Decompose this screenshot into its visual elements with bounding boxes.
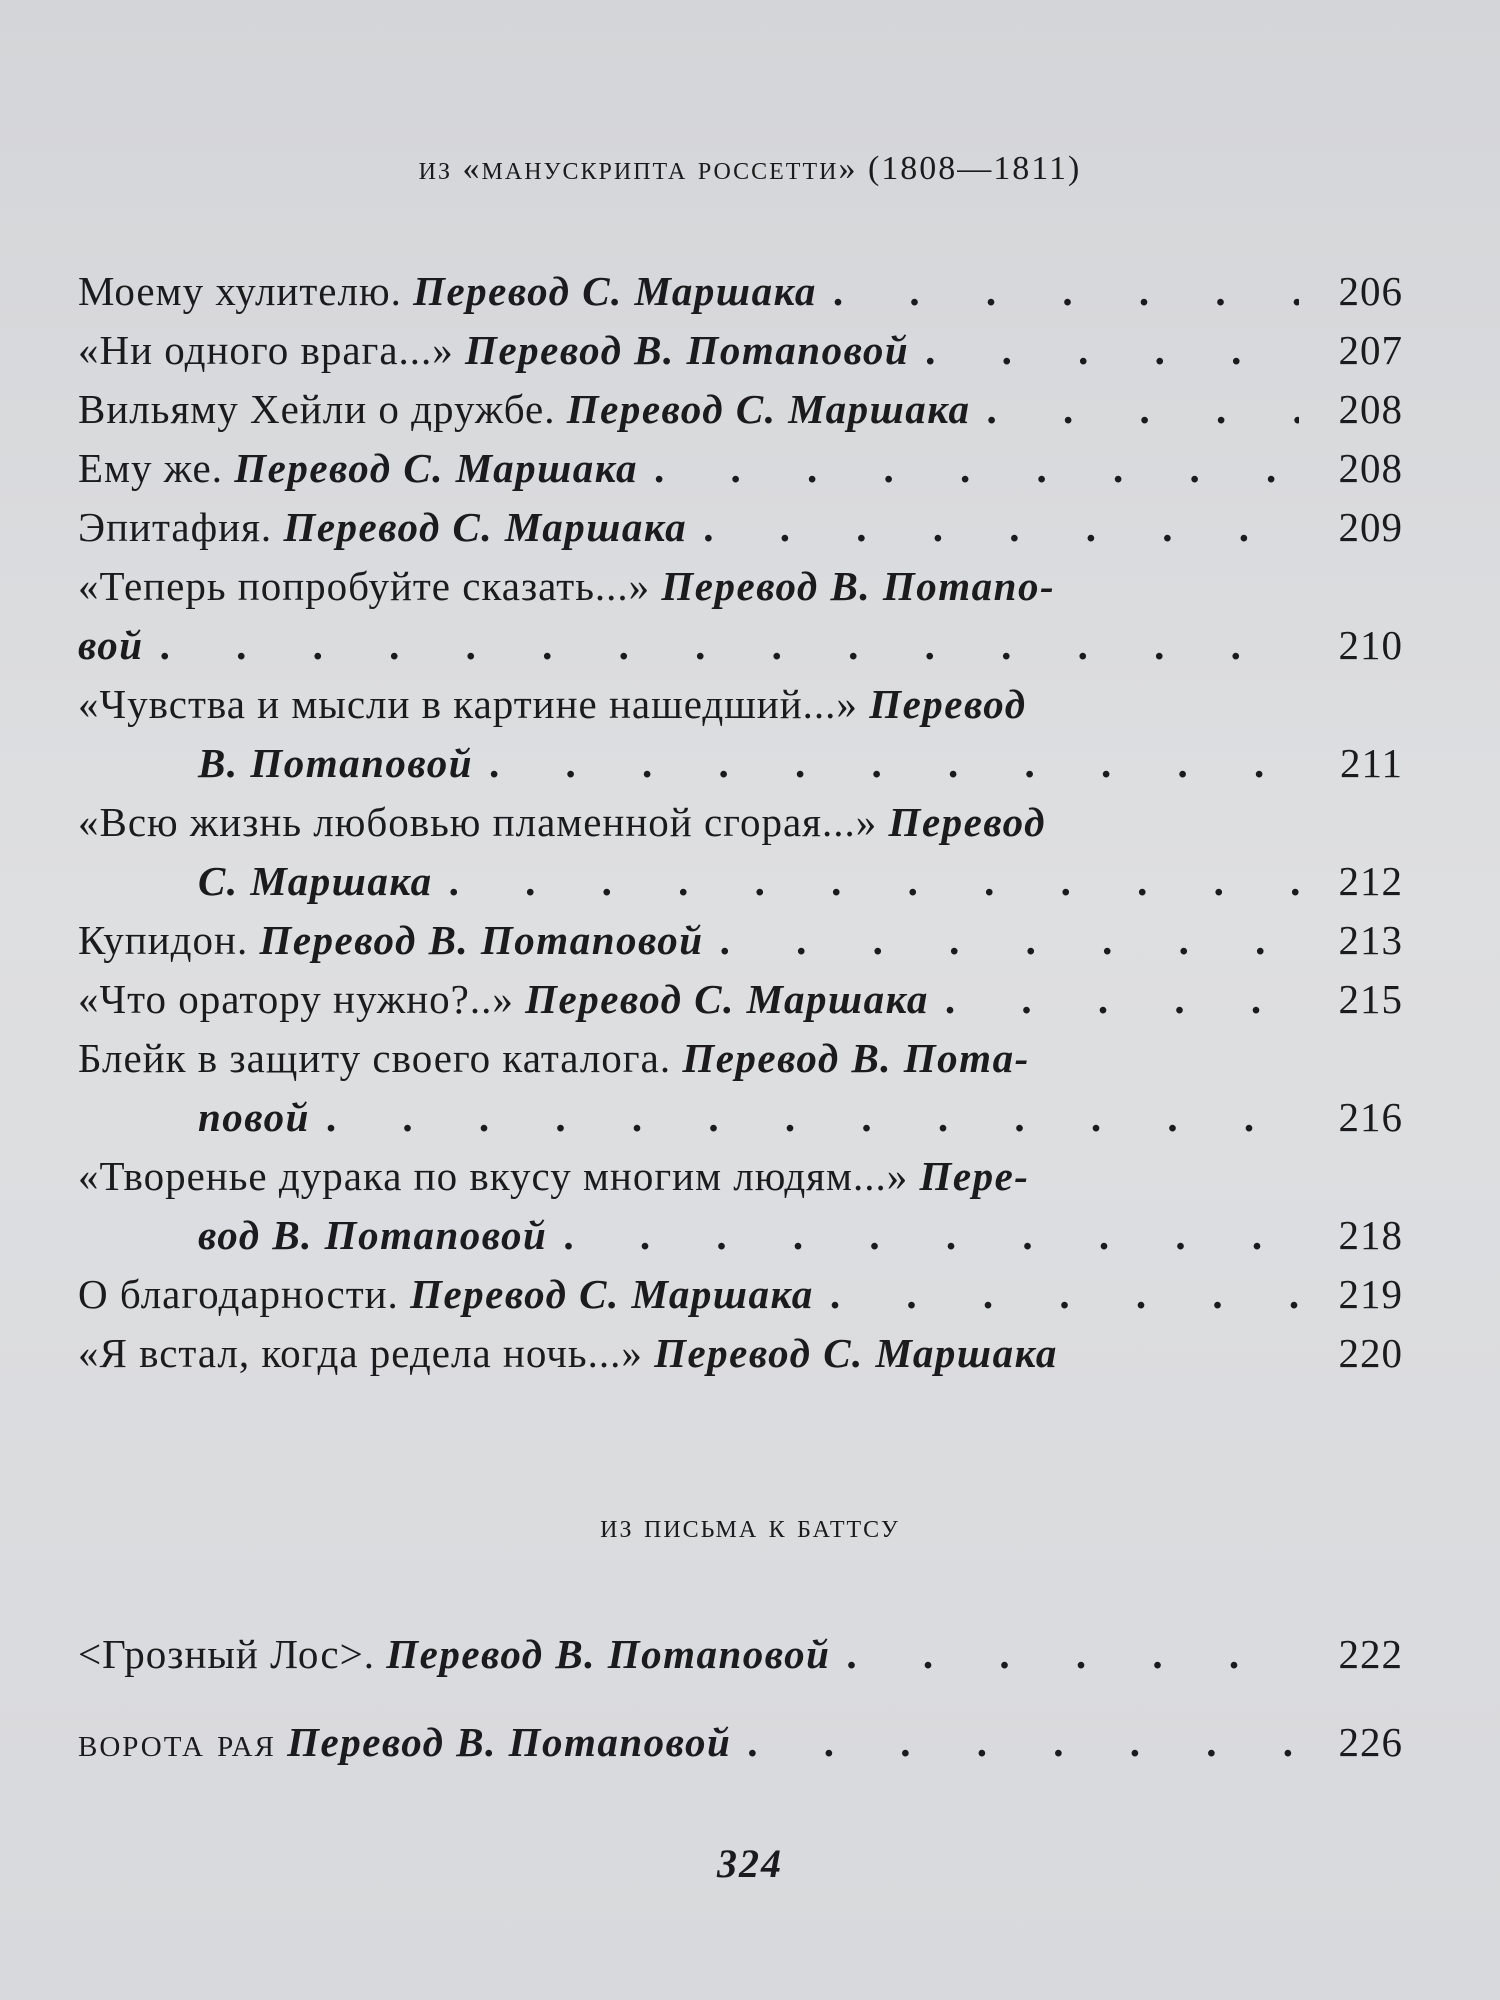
toc-entry: [78, 675, 1403, 793]
entry-translation: Перевод С. Маршака: [654, 1330, 1058, 1376]
entry-page-number: 211: [1340, 740, 1403, 786]
entry-page-number: 226: [1338, 1719, 1403, 1765]
entry-title: «Что оратору нужно?..»: [78, 976, 514, 1022]
entry-title: Купидон.: [78, 917, 249, 963]
entry-translation: Перевод В. Потаповой: [465, 327, 910, 373]
toc-entry: [78, 498, 1403, 557]
dot-leader: [703, 498, 1299, 557]
entry-translation: Перевод В. Потаповой: [386, 1631, 831, 1677]
dot-leader: [986, 380, 1299, 439]
toc-entry: [78, 793, 1403, 911]
toc-entry: [78, 970, 1403, 1029]
entry-translation: Перевод С. Маршака: [566, 386, 971, 432]
entry-page-number: 219: [1338, 1271, 1403, 1317]
dot-leader: [747, 1698, 1299, 1786]
dot-leader: [720, 911, 1299, 970]
toc-list-butts-letter: [78, 1610, 1403, 1786]
entry-translation: Перевод В. Пота-: [682, 1035, 1030, 1081]
entry-page-number: 207: [1338, 327, 1403, 373]
entry-title: Блейк в защиту своего каталога.: [78, 1035, 672, 1081]
section-title-rossetti: из «манускрипта россетти» (1808—1811): [418, 150, 1082, 187]
toc-entry: [78, 321, 1403, 380]
entry-title: Вильяму Хейли о дружбе.: [78, 386, 556, 432]
toc-entry: [78, 1324, 1403, 1383]
entry-translation: Перевод В. Потаповой: [259, 917, 704, 963]
entry-translation: Перевод: [888, 799, 1046, 845]
entry-page-number: 209: [1338, 504, 1403, 550]
section-title-butts-letter: из письма к баттсу: [600, 1508, 900, 1545]
dot-leader: [833, 262, 1299, 321]
entry-title: ворота рая: [78, 1719, 276, 1765]
toc-entry: [78, 1029, 1403, 1147]
entry-page-number: 222: [1338, 1631, 1403, 1677]
toc-entry: [78, 1147, 1403, 1265]
entry-title: «Теперь попробуйте сказать...»: [78, 563, 651, 609]
entry-translation-continued: В. Потаповой: [198, 740, 474, 786]
entry-page-number: 215: [1338, 976, 1403, 1022]
dot-leader: [489, 734, 1299, 793]
entry-translation-continued: вой: [78, 622, 144, 668]
entry-title: «Я встал, когда редела ночь...»: [78, 1330, 643, 1376]
entry-page-number: 213: [1338, 917, 1403, 963]
entry-translation: Пере-: [919, 1153, 1030, 1199]
dot-leader: [925, 321, 1299, 380]
toc-entry: [78, 557, 1403, 675]
toc-entry: [78, 262, 1403, 321]
entry-title: <Грозный Лос>.: [78, 1631, 375, 1677]
entry-translation: Перевод С. Маршака: [283, 504, 688, 550]
entry-title: Моему хулителю.: [78, 268, 402, 314]
entry-page-number: 210: [1338, 622, 1403, 668]
entry-translation: Перевод С. Маршака: [413, 268, 817, 314]
entry-translation: Перевод С. Маршака: [234, 445, 638, 491]
toc-entry: [78, 1610, 1403, 1698]
entry-page-number: 218: [1338, 1212, 1403, 1258]
entry-page-number: 208: [1338, 445, 1403, 491]
entry-translation: Перевод В. Потаповой: [287, 1719, 732, 1765]
dot-leader: [160, 616, 1299, 675]
entry-title: «Творенье дурака по вкусу многим людям...»: [78, 1153, 909, 1199]
entry-page-number: 216: [1338, 1094, 1403, 1140]
dot-leader: [449, 852, 1299, 911]
entry-title: «Чувства и мысли в картине нашедший...»: [78, 681, 858, 727]
entry-title: Эпитафия.: [78, 504, 273, 550]
entry-translation: Перевод В. Потапо-: [661, 563, 1056, 609]
toc-entry: [78, 911, 1403, 970]
entry-translation: Перевод С. Маршака: [525, 976, 929, 1022]
entry-title: О благодарности.: [78, 1271, 399, 1317]
entry-translation-continued: вод В. Потаповой: [198, 1212, 548, 1258]
entry-title: «Всю жизнь любовью пламенной сгорая...»: [78, 799, 878, 845]
dot-leader: [945, 970, 1299, 1029]
toc-list-rossetti: [78, 262, 1403, 1383]
entry-translation: Перевод С. Маршака: [410, 1271, 814, 1317]
dot-leader: [846, 1610, 1299, 1698]
toc-entry: [78, 439, 1403, 498]
entry-translation: Перевод: [869, 681, 1027, 727]
entry-page-number: 220: [1338, 1330, 1403, 1376]
dot-leader: [326, 1088, 1299, 1147]
entry-translation-continued: повой: [198, 1094, 310, 1140]
entry-page-number: 212: [1338, 858, 1403, 904]
page-number-folio: 324: [717, 1841, 783, 1886]
toc-entry: [78, 1698, 1403, 1786]
entry-page-number: 208: [1338, 386, 1403, 432]
entry-page-number: 206: [1338, 268, 1403, 314]
toc-entry: [78, 1265, 1403, 1324]
dot-leader: [830, 1265, 1299, 1324]
toc-entry: [78, 380, 1403, 439]
entry-title: «Ни одного врага...»: [78, 327, 454, 373]
dot-leader: [563, 1206, 1299, 1265]
entry-translation-continued: С. Маршака: [198, 858, 433, 904]
entry-title: Ему же.: [78, 445, 223, 491]
dot-leader: [654, 439, 1299, 498]
